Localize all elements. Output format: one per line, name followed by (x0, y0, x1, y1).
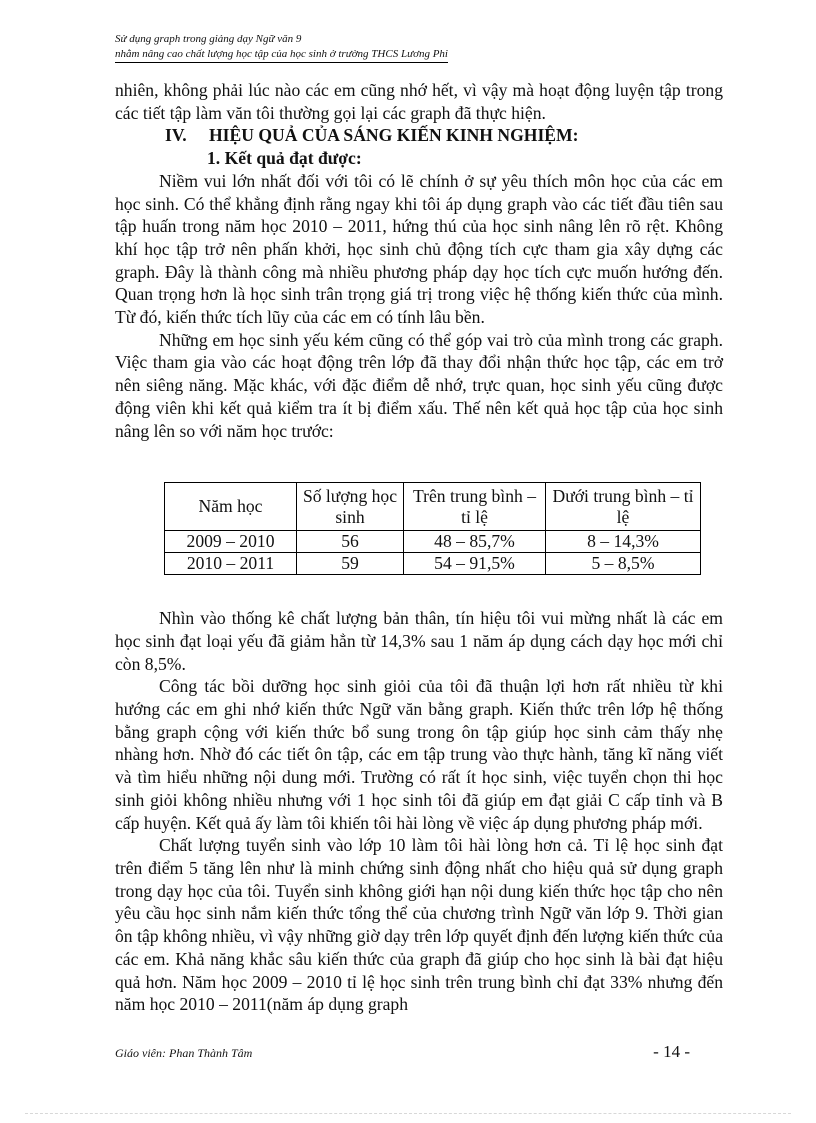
header-cell-count: Số lượng học sinh (297, 483, 404, 531)
table-cell: 56 (297, 531, 404, 553)
table-cell: 48 – 85,7% (404, 531, 546, 553)
header-line-1: Sử dụng graph trong giảng dạy Ngữ văn 9 (115, 33, 302, 45)
teacher-name: Giáo viên: Phan Thành Tâm (115, 1046, 253, 1060)
paragraph: Chất lượng tuyển sinh vào lớp 10 làm tôi hài lòng hơn cả. Tỉ lệ học sinh đạt trên điểm 5 tăng lên như là minh chứng sinh động nhất cho hiệu quả sử dụng graph trong dạy học của tôi. Tuyển sinh không giới hạn nội dung kiến thức học tập cho nên yêu cầu học sinh nắm kiến thức tổng thể của chương trình Ngữ văn lớp 9. Thời gian ôn tập không nhiều, vì vậy những giờ dạy trên lớp quyết định đến lượng kiến thức của các em. Khả năng khắc sâu kiến thức của graph đã giúp cho học sinh là bài đạt hiệu quả hơn. Năm học 2009 – 2010 tỉ lệ học sinh trên trung bình chỉ đạt 33% nhưng đến năm học 2010 – 2011(năm áp dụng graph (115, 835, 723, 1015)
paragraph: nhiên, không phải lúc nào các em cũng nhớ hết, vì vậy mà hoạt động luyện tập trong các tiết tập làm văn tôi thường gọi lại các graph đã thực hiện. (115, 80, 723, 123)
header-line-2: nhằm nâng cao chất lượng học tập của học sinh ở trường THCS Lương Phi (115, 47, 448, 63)
table-cell: 2010 – 2011 (165, 553, 297, 575)
table-cell: 59 (297, 553, 404, 575)
table-cell: 5 – 8,5% (546, 553, 701, 575)
section-title: HIỆU QUẢ CỦA SÁNG KIẾN KINH NGHIỆM: (209, 125, 579, 146)
paragraph: Những em học sinh yếu kém cũng có thể góp vai trò của mình trong các graph. Việc tham gia vào các hoạt động trên lớp đã thay đổi nhận thức học tập, các em trở nên siêng năng. Mặc khác, với đặc điểm dễ nhớ, trực quan, học sinh yếu cũng được động viên khi kết quả kiểm tra ít bị điểm xấu. Thế nên kết quả học tập của học sinh nâng lên so với năm học trước: (115, 329, 723, 441)
header-cell-below: Dưới trung bình – tỉ lệ (546, 483, 701, 531)
page-bottom-divider (25, 1113, 791, 1114)
table-row (165, 531, 701, 553)
table-cell: 2009 – 2010 (165, 531, 297, 553)
paragraph: Nhìn vào thống kê chất lượng bản thân, tín hiệu tôi vui mừng nhất là các em học sinh đạt loại yếu đã giảm hẳn từ 14,3% sau 1 năm áp dụng cách dạy học mới chỉ còn 8,5%. (115, 608, 723, 674)
running-header (115, 32, 705, 63)
results-table (164, 482, 701, 575)
table-row (165, 553, 701, 575)
table-cell: 8 – 14,3% (546, 531, 701, 553)
paragraph: Công tác bồi dưỡng học sinh giỏi của tôi đã thuận lợi hơn rất nhiều từ khi hướng các em ghi nhớ kiến thức Ngữ văn bằng graph. Kiến thức trên lớp hệ thống bằng graph cộng với kiến thức bổ sung trong ôn tập giúp học sinh cảm thấy nhẹ nhàng hơn. Nhờ đó các tiết ôn tập, các em tập trung vào thực hành, tăng kĩ năng viết và tìm hiểu những nội dung mới. Trường có rất ít học sinh, việc tuyển chọn thi học sinh giỏi không nhiều nhưng với 1 học sinh tôi đã giúp em đạt giải C cấp tỉnh và B cấp huyện. Kết quả ấy làm tôi khiến tôi hài lòng về việc áp dụng phương pháp mới. (115, 676, 723, 833)
subsection-heading: 1. Kết quả đạt được: (207, 148, 362, 169)
running-footer (115, 1042, 690, 1062)
table-header-row (165, 483, 701, 531)
header-cell-above: Trên trung bình – tỉ lệ (404, 483, 546, 531)
results-table-wrapper (164, 482, 723, 575)
page-number: - 14 - (653, 1042, 690, 1061)
table-cell: 54 – 91,5% (404, 553, 546, 575)
section-heading (115, 124, 723, 147)
paragraph: Niềm vui lớn nhất đối với tôi có lẽ chính ở sự yêu thích môn học của các em học sinh. Có thể khẳng định rằng ngay khi tôi áp dụng graph vào các tiết đầu tiên sau tập huấn trong năm học 2010 – 2011, hứng thú của học sinh nâng lên rõ rệt. Không khí học tập trở nên phấn khởi, học sinh chủ động tích cực tham gia xây dựng các graph. Đây là thành công mà nhiều phương pháp dạy học tích cực muốn hướng đến. Quan trọng hơn là học sinh trân trọng giá trị trong việc hệ thống kiến thức của mình. Từ đó, kiến thức tích lũy của các em có tính lâu bền. (115, 170, 723, 328)
header-cell-year: Năm học (165, 483, 297, 531)
body-text (115, 79, 723, 1016)
section-number: IV. (165, 125, 187, 146)
